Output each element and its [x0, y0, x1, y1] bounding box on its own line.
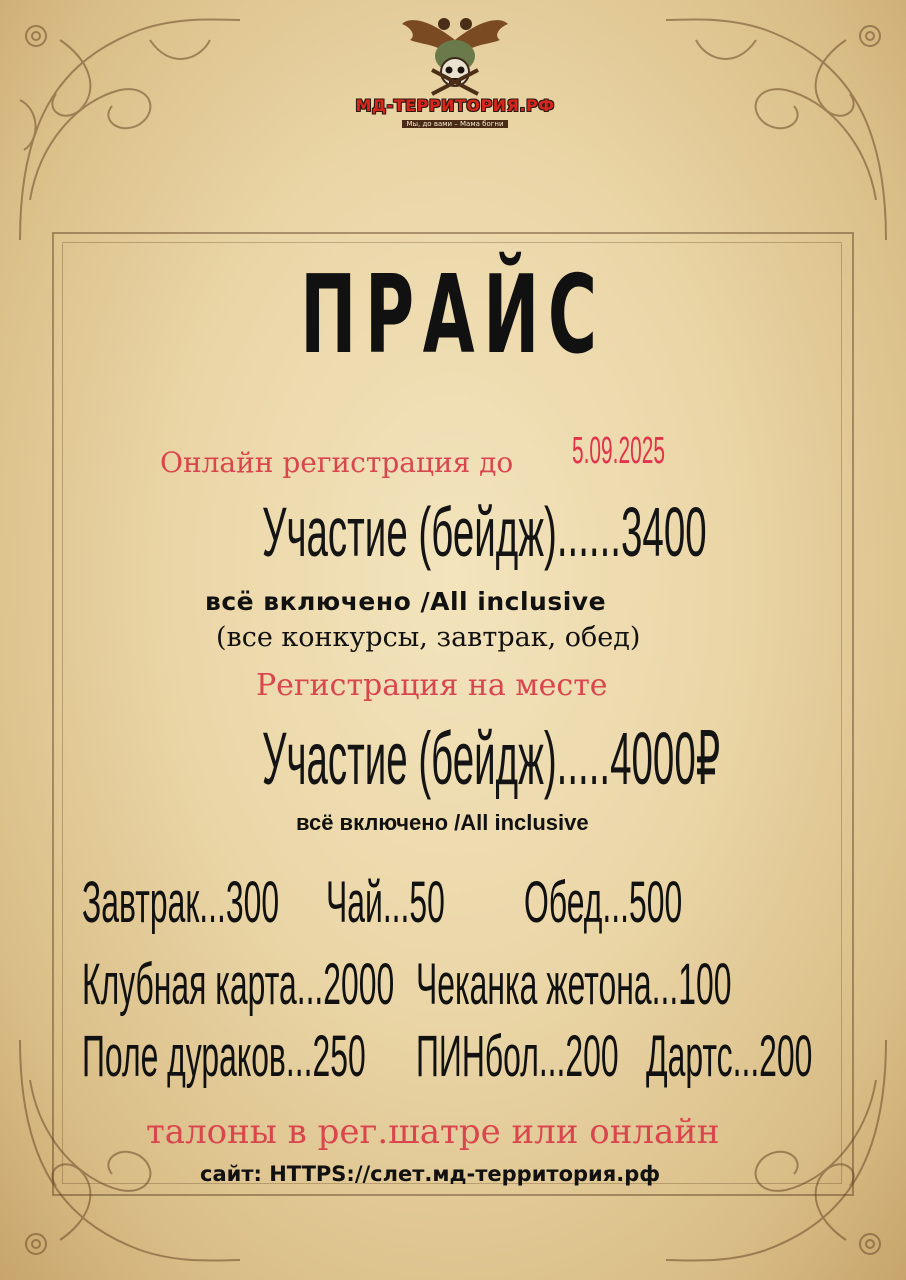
online-registration-date: 5.09.2025 — [572, 430, 665, 472]
onsite-all-inclusive: всё включено /All inclusive — [296, 810, 589, 835]
online-all-inclusive: всё включено /All inclusive — [205, 587, 607, 616]
price-item-token-minting: Чеканка жетона...100 — [416, 952, 732, 1017]
coupons-note: талоны в рег.шатре или онлайн — [146, 1112, 720, 1152]
price-item-pinball: ПИНбол...200 — [416, 1024, 619, 1089]
price-item-club-card: Клубная карта...2000 — [82, 952, 395, 1017]
site-link: сайт: HTTPS://слет.мд-территория.рф — [200, 1162, 661, 1186]
logo — [350, 10, 560, 140]
logo-tagline: Мы, до вами – Мама богни — [402, 120, 507, 128]
ornament-corner-top-right — [646, 0, 906, 260]
logo-name: МД-ТЕРРИТОРИЯ.РФ — [355, 96, 555, 115]
onsite-registration-label: Регистрация на месте — [256, 668, 608, 703]
price-item-tea: Чай...50 — [326, 870, 445, 935]
price-item-breakfast: Завтрак...300 — [82, 870, 280, 935]
online-participation-price: Участие (бейдж)......3400 — [262, 493, 707, 571]
price-item-lunch: Обед...500 — [524, 870, 683, 935]
onsite-participation-price: Участие (бейдж).....4000₽ — [262, 717, 721, 800]
online-includes: (все конкурсы, завтрак, обед) — [216, 622, 641, 653]
page-title: ПРАЙС — [300, 253, 606, 378]
price-item-darts: Дартс...200 — [646, 1024, 813, 1089]
price-item-fools-field: Поле дураков...250 — [82, 1024, 366, 1089]
ornament-corner-top-left — [0, 0, 260, 260]
online-registration-label: Онлайн регистрация до — [160, 446, 514, 479]
